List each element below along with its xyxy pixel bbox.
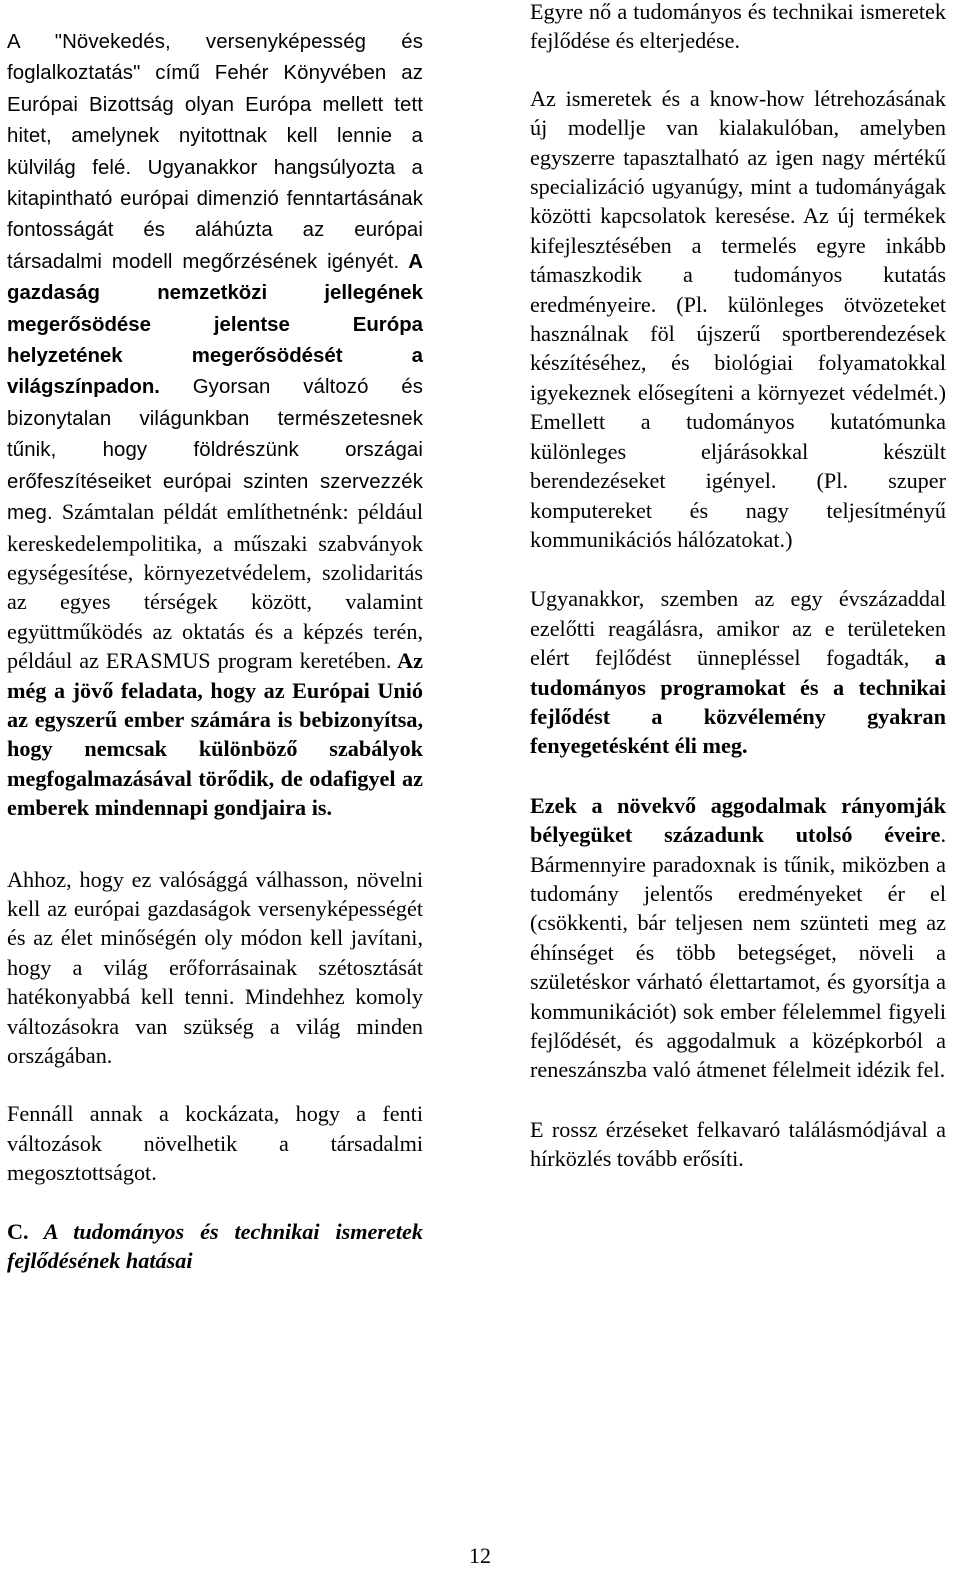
left-p1-continuation: Gyorsan változó és bizonytalan világunkban természetesnek tűnik, hogy földrészünk országai erőfeszítéseiket európai szinten szervezzék meg. bbox=[7, 376, 423, 525]
right-p4-body: . Bármennyire paradoxnak is tűnik, miközben a tudomány jelentős eredményeket ér el (csökkenti, bár teljesen nem szünteti meg az éhínséget és több betegséget, növeli a születéskor várható élettartamot, és gyorsítja a kommunikációt) sok ember félelemmel figyeli fejlődését, és aggodalmuk a középkorból a reneszánszba való átmenet félelmeit idézik fel. bbox=[530, 822, 946, 1083]
left-p1-conclusion: Az még a jövő feladata, hogy az Európai Unió az egyszerű ember számára is bebizonyítsa, hogy nemcsak különböző szabályok megfogalmazásával törődik, de odafigyel az emberek mindennapi gondjaira is. bbox=[7, 648, 423, 821]
section-number: C. bbox=[7, 1218, 29, 1244]
left-p1-examples: Számtalan példát említhetnénk: például kereskedelempolitika, a műszaki szabványok egységesítése, környezetvédelem, szolidaritás az egyes térségek között, valamint együttműködés az oktatás és a képzés terén, például az ERASMUS program keretében. bbox=[7, 499, 423, 674]
left-paragraph-1 bbox=[7, 26, 423, 823]
left-column bbox=[7, 0, 423, 1275]
right-paragraph-3 bbox=[530, 584, 946, 760]
right-p3-intro: Ugyanakkor, szemben az egy évszázaddal ezelőtti reagálásra, amikor az e területeken elért fejlődést ünnepléssel fogadták, bbox=[530, 586, 946, 671]
section-heading bbox=[7, 1217, 423, 1276]
left-paragraph-2: Ahhoz, hogy ez valósággá válhasson, növelni kell az európai gazdaságok versenyképességét és az élet minőségén oly módon kell javítani, hogy a világ erőforrásainak szétosztását hatékonyabbá kell tenni. Mindehhez komoly változásokra van szükség a világ minden országában. bbox=[7, 866, 423, 1068]
right-paragraph-2: Az ismeretek és a know-how létrehozásának új modellje van kialakulóban, amelyben egyszerre tapasztalható az igen nagy mértékű specializáció ugyanúgy, mint a tudományágak közötti kapcsolatok keresése. Az új termékek kifejlesztésében a termelés egyre inkább támaszkodik a tudományos kutatás eredményeire. (Pl. különleges ötvözeteket használnak föl újszerű sportberendezések készítéséhez, és biológiai folyamatokkal igyekeznek elősegíteni a környezet védelmét.) Emellett a tudományos kutatómunka különleges eljárásokkal készült berendezéseket igényel. (Pl. szuper komputereket és nagy teljesítményű kommunikációs hálózatokat.) bbox=[530, 85, 946, 552]
page-number: 12 bbox=[469, 1543, 491, 1568]
right-p4-emphasis: Ezek a növekvő aggodalmak rányomják bélyegüket századunk utolsó éveire bbox=[530, 792, 946, 848]
right-column bbox=[530, 0, 946, 1174]
left-p1-emphasis: A gazdaság nemzetközi jellegének megerősödése jelentse Európa helyzetének megerősödését a világszínpadon. bbox=[7, 250, 423, 399]
right-paragraph-5: E rossz érzéseket felkavaró találásmódjával a hírközlés tovább erősíti. bbox=[530, 1116, 946, 1172]
section-title: A tudományos és technikai ismeretek fejlődésének hatásai bbox=[7, 1218, 423, 1274]
left-paragraph-3: Fennáll annak a kockázata, hogy a fenti változások növelhetik a társadalmi megosztottságot. bbox=[7, 1101, 423, 1186]
right-p3-emphasis: a tudományos programokat és a technikai fejlődést a közvélemény gyakran fenyegetésként éli meg. bbox=[530, 645, 946, 759]
right-paragraph-4 bbox=[530, 791, 946, 1085]
left-p1-intro: A "Növekedés, versenyképesség és foglalkoztatás" című Fehér Könyvében az Európai Bizottság olyan Európa mellett tett hitet, amelynek nyitottnak kell lennie a külvilág felé. Ugyanakkor hangsúlyozta a kitapintható európai dimenzió fenntartásának fontosságát és aláhúzta az európai társadalmi modell megőrzésének igényét. bbox=[7, 31, 423, 273]
right-paragraph-1: Egyre nő a tudományos és technikai ismeretek fejlődése és elterjedése. bbox=[530, 0, 946, 54]
